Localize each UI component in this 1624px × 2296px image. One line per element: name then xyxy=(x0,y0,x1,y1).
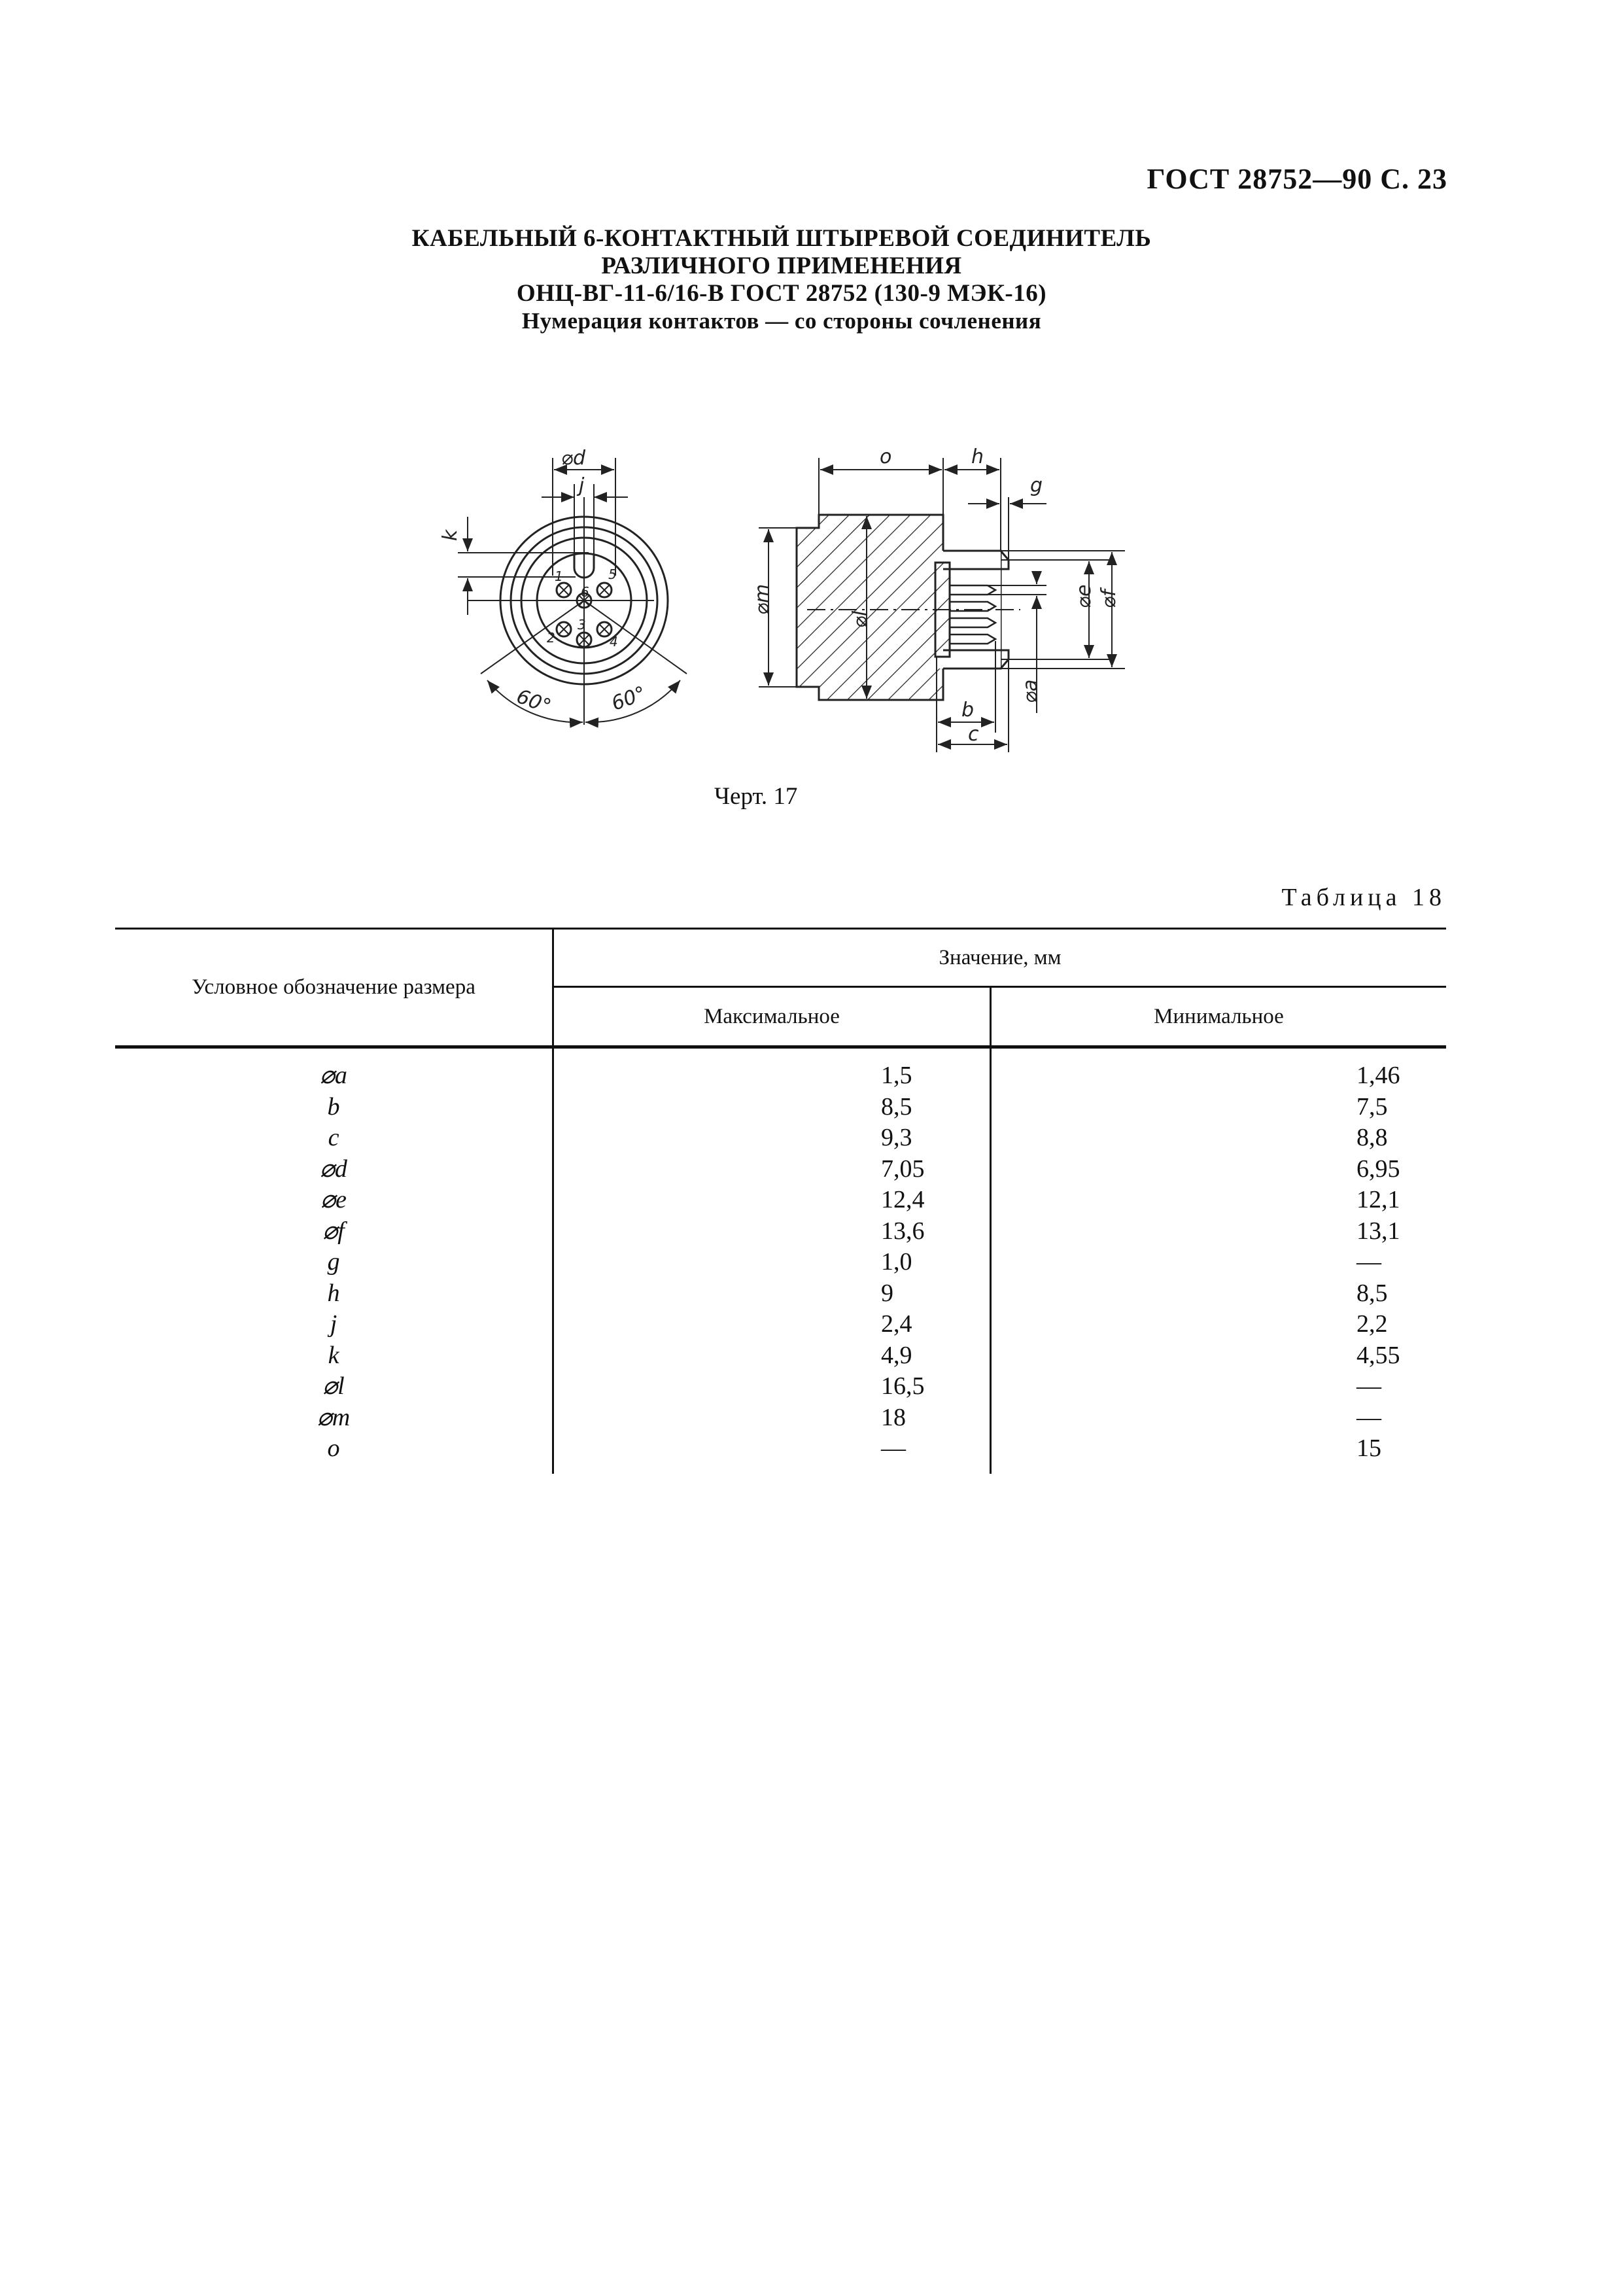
table-cell-symbol: h xyxy=(327,1279,340,1307)
label-f: ⌀f xyxy=(1097,589,1120,608)
table-cell-max: 1,5 xyxy=(553,1047,991,1092)
table-cell-min: — xyxy=(991,1402,1447,1434)
table-cell-min: 4,55 xyxy=(991,1340,1447,1372)
label-b: b xyxy=(961,699,975,722)
column-header-value: Значение, мм xyxy=(553,929,1447,987)
contact-label-2: 2 xyxy=(547,630,555,646)
figure-caption: Черт. 17 xyxy=(714,783,798,810)
label-h: h xyxy=(971,445,984,468)
table-cell-min: 12,1 xyxy=(991,1185,1447,1216)
front-view xyxy=(458,458,687,725)
label-l: ⌀l xyxy=(849,610,872,628)
label-g: g xyxy=(1030,474,1043,497)
page-number: ГОСТ 28752—90 С. 23 xyxy=(1147,163,1447,195)
table-cell-max: 9,3 xyxy=(553,1122,991,1154)
table-row xyxy=(115,1154,1446,1185)
table-cell-max: 4,9 xyxy=(553,1340,991,1372)
label-j: j xyxy=(579,474,585,497)
table-cell-min: 13,1 xyxy=(991,1216,1447,1247)
table-row xyxy=(115,1247,1446,1278)
title-line-1: КАБЕЛЬНЫЙ 6-КОНТАКТНЫЙ ШТЫРЕВОЙ СОЕДИНИТЕЛЬ xyxy=(411,225,1152,252)
table-cell-symbol: ⌀e xyxy=(320,1186,347,1213)
table-row xyxy=(115,1185,1446,1216)
table-row xyxy=(115,1371,1446,1402)
table-cell-min: 8,8 xyxy=(991,1122,1447,1154)
table-row xyxy=(115,1216,1446,1247)
table-cell-symbol: k xyxy=(328,1341,339,1369)
table-cell-min: 1,46 xyxy=(991,1047,1447,1092)
table-cell-max: 18 xyxy=(553,1402,991,1434)
column-header-min: Минимальное xyxy=(991,987,1447,1047)
table-cell-symbol: ⌀d xyxy=(320,1155,347,1183)
table-row xyxy=(115,1340,1446,1372)
table-row xyxy=(115,1122,1446,1154)
table-cell-symbol: ⌀m xyxy=(317,1403,351,1431)
table-cell-symbol: ⌀f xyxy=(322,1217,345,1245)
table-cell-min: 8,5 xyxy=(991,1278,1447,1310)
document-title xyxy=(131,225,1432,335)
table-cell-max: 7,05 xyxy=(553,1154,991,1185)
table-row xyxy=(115,1402,1446,1434)
table-cell-max: 2,4 xyxy=(553,1309,991,1340)
table-cell-min: — xyxy=(991,1371,1447,1402)
column-header-symbol: Условное обозначение размера xyxy=(115,929,553,1047)
table-row xyxy=(115,1047,1446,1092)
label-angle-left: 60° xyxy=(513,685,555,719)
contact-label-4: 4 xyxy=(610,634,618,650)
table-cell-max: 8,5 xyxy=(553,1092,991,1123)
connector-drawing xyxy=(0,419,1624,772)
table-cell-min: 15 xyxy=(991,1433,1447,1474)
contact-label-6: 6 xyxy=(581,584,589,600)
label-angle-right: 60° xyxy=(608,682,649,716)
dimensions-table xyxy=(115,928,1446,1474)
table-cell-max: 16,5 xyxy=(553,1371,991,1402)
table-cell-max: 13,6 xyxy=(553,1216,991,1247)
label-c: c xyxy=(968,723,979,746)
table-label: Таблица 18 xyxy=(1281,884,1446,911)
table-cell-min: 2,2 xyxy=(991,1309,1447,1340)
table-cell-max: — xyxy=(553,1433,991,1474)
label-d: ⌀d xyxy=(561,447,586,470)
table-cell-max: 12,4 xyxy=(553,1185,991,1216)
table-cell-symbol: c xyxy=(328,1124,339,1151)
table-cell-symbol: o xyxy=(327,1435,340,1462)
title-line-4: Нумерация контактов — со стороны сочленения xyxy=(521,308,1042,334)
table-row xyxy=(115,1278,1446,1310)
column-header-max: Максимальное xyxy=(553,987,991,1047)
table-row xyxy=(115,1092,1446,1123)
table-cell-symbol: b xyxy=(327,1092,340,1121)
table-cell-min: 6,95 xyxy=(991,1154,1447,1185)
label-a: ⌀a xyxy=(1019,679,1042,703)
table-cell-max: 1,0 xyxy=(553,1247,991,1278)
label-e: ⌀e xyxy=(1073,584,1096,608)
table-cell-max: 9 xyxy=(553,1278,991,1310)
label-m: ⌀m xyxy=(751,583,774,615)
table-cell-min: 7,5 xyxy=(991,1092,1447,1123)
title-line-3: ОНЦ-ВГ-11-6/16-В ГОСТ 28752 (130-9 МЭК-16) xyxy=(516,280,1047,307)
table-cell-symbol: j xyxy=(330,1310,337,1338)
label-o: o xyxy=(880,445,892,468)
table-cell-symbol: ⌀a xyxy=(320,1062,347,1089)
contact-label-1: 1 xyxy=(555,568,563,584)
contact-label-5: 5 xyxy=(608,566,617,582)
contact-label-3: 3 xyxy=(578,617,586,633)
label-k: k xyxy=(439,529,462,541)
table-row xyxy=(115,1433,1446,1474)
table-cell-symbol: g xyxy=(327,1248,340,1276)
table-row xyxy=(115,1309,1446,1340)
side-view xyxy=(797,515,1020,700)
title-line-2: РАЗЛИЧНОГО ПРИМЕНЕНИЯ xyxy=(601,252,962,279)
table-cell-symbol: ⌀l xyxy=(322,1372,345,1400)
table-cell-min: — xyxy=(991,1247,1447,1278)
